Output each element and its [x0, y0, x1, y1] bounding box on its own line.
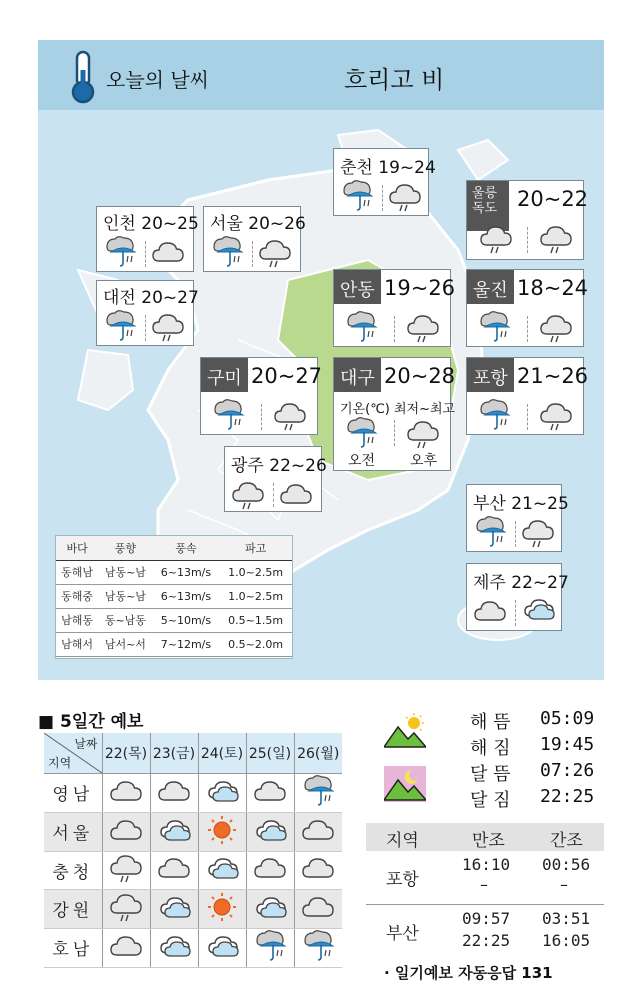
shower-icon: [273, 400, 307, 432]
sea-row: [56, 560, 292, 584]
shower-icon: [231, 479, 265, 511]
cloud-icon: [253, 853, 287, 883]
city-tag: 구미: [201, 358, 248, 392]
city-card-chuncheon: [333, 148, 436, 216]
rain-icon: [340, 179, 374, 213]
partly-cloudy-icon: [205, 853, 239, 883]
cloud-icon: [301, 815, 335, 845]
tide-table: [366, 823, 604, 959]
city-name: 부산: [473, 494, 506, 514]
tide-row-busan: [366, 905, 604, 959]
city-name: 인천: [103, 214, 136, 234]
sunset-time: 19:45: [540, 734, 595, 755]
city-card-seoul: [203, 206, 306, 272]
sea-header: 바다: [56, 536, 98, 560]
city-temp: 20~27: [141, 288, 199, 308]
shower-icon: [539, 223, 573, 255]
rain-icon: [301, 929, 335, 963]
rain-icon: [210, 235, 244, 269]
city-temp: 20~28: [384, 364, 456, 388]
rain-icon: [301, 774, 335, 808]
sea-cell: 동~남동: [98, 608, 152, 632]
corner-region-label: 지역: [48, 755, 72, 770]
day-header: 24(토): [198, 733, 246, 773]
partly-cloudy-icon: [253, 892, 287, 922]
shower-icon: [539, 312, 573, 344]
rain-icon: [344, 416, 378, 450]
sea-cell: 0.5~2.0m: [219, 632, 292, 656]
rain-icon: [253, 929, 287, 963]
city-card-andong: [333, 269, 456, 347]
sea-cell: 6~13m/s: [153, 560, 220, 584]
shower-icon: [109, 891, 143, 923]
partly-cloudy-icon: [253, 815, 287, 845]
city-card-gumi: [200, 357, 323, 435]
high-tide-2: –: [480, 875, 488, 894]
high-tide-1: 16:10: [462, 855, 511, 874]
shower-icon: [521, 517, 555, 549]
partly-cloudy-icon: [521, 594, 555, 624]
shower-icon: [388, 181, 422, 213]
temp-legend: 기온(℃) 최저~최고: [340, 402, 456, 417]
region-label: 호남: [44, 928, 102, 967]
cloud-icon: [253, 776, 287, 806]
region-label: 영남: [44, 773, 102, 812]
cloud-icon: [109, 776, 143, 806]
rain-icon: [211, 398, 245, 432]
city-name-bottom: 독도: [472, 201, 498, 216]
low-tide-2: –: [560, 875, 568, 894]
cloud-icon: [301, 892, 335, 922]
shower-icon: [151, 311, 185, 343]
city-temp: 22~27: [511, 573, 569, 593]
sea-row: [56, 584, 292, 608]
shower-icon: [539, 400, 573, 432]
thermometer-icon: [68, 50, 98, 104]
sea-cell: 5~10m/s: [153, 608, 220, 632]
city-temp: 21~25: [511, 494, 569, 514]
moonset-label: 달 짐: [470, 790, 511, 811]
pm-label: 오후: [410, 453, 438, 469]
city-tag: 울진: [467, 270, 514, 304]
city-temp: 19~26: [384, 276, 456, 300]
city-temp: 19~24: [378, 158, 436, 178]
city-name: 광주: [231, 456, 264, 476]
tide-header-high: 만조: [472, 831, 505, 851]
city-name: 춘천: [340, 158, 373, 178]
partly-cloudy-icon: [205, 776, 239, 806]
partly-cloudy-icon: [157, 892, 191, 922]
forecast-row: [44, 812, 342, 851]
sea-cell: 1.0~2.5m: [219, 560, 292, 584]
forecast-title: ■ 5일간 예보: [38, 712, 144, 732]
region-label: 충청: [44, 851, 102, 889]
city-name: 대전: [103, 288, 136, 308]
high-tide-2: 22:25: [462, 931, 511, 950]
city-tag: 대구: [334, 358, 381, 392]
shower-icon: [479, 223, 513, 255]
day-header: 26(월): [294, 733, 342, 773]
sea-row: [56, 632, 292, 656]
header-bar: [38, 40, 604, 110]
sunrise-time: 05:09: [540, 708, 595, 729]
city-card-busan: [466, 484, 569, 552]
sea-header: 풍향: [98, 536, 152, 560]
city-tag: 포항: [467, 358, 514, 392]
city-temp: 20~22: [517, 187, 589, 211]
day-header: 22(목): [102, 733, 150, 773]
forecast-row: [44, 773, 342, 812]
sea-header: 파고: [219, 536, 292, 560]
city-temp: 20~27: [251, 364, 323, 388]
sun-icon: [204, 813, 240, 847]
sea-cell: 6~13m/s: [153, 584, 220, 608]
am-label: 오전: [348, 453, 376, 469]
page-title: 오늘의 날씨: [106, 68, 209, 92]
low-tide-1: 03:51: [542, 909, 591, 928]
city-card-gwangju: [224, 446, 327, 512]
cloud-icon: [157, 776, 191, 806]
shower-icon: [406, 312, 440, 344]
sunset-label: 해 짐: [470, 738, 511, 759]
city-temp: 22~26: [269, 456, 327, 476]
cloud-icon: [473, 596, 507, 626]
city-card-ulleung: [466, 180, 589, 260]
rain-icon: [103, 309, 137, 343]
rain-icon: [473, 515, 507, 549]
sea-row: [56, 608, 292, 632]
city-temp: 20~26: [248, 214, 306, 234]
forecast-row: [44, 851, 342, 889]
sea-cell: 남동~남: [98, 560, 152, 584]
day-header: 25(일): [246, 733, 294, 773]
sea-cell: 동해남: [56, 560, 98, 584]
partly-cloudy-icon: [157, 931, 191, 961]
moonrise-label: 달 뜸: [470, 764, 511, 785]
sea-cell: 1.0~2.5m: [219, 584, 292, 608]
tide-region: 부산: [386, 924, 419, 944]
tide-row-pohang: [366, 851, 604, 905]
tide-region: 포항: [386, 870, 419, 890]
forecast-row: [44, 928, 342, 967]
sea-cell: 남해동: [56, 608, 98, 632]
sea-cell: 남해서: [56, 632, 98, 656]
region-label: 서울: [44, 812, 102, 851]
city-temp: 18~24: [517, 276, 589, 300]
cloud-icon: [301, 853, 335, 883]
moonrise-time: 07:26: [540, 760, 595, 781]
cloud-icon: [279, 479, 313, 509]
corner-header: [44, 733, 102, 773]
sunrise-icon: [384, 713, 426, 749]
partly-cloudy-icon: [205, 931, 239, 961]
low-tide-2: 16:05: [542, 931, 591, 950]
rain-icon: [344, 310, 378, 344]
city-card-jeju: [466, 563, 569, 631]
cloud-icon: [157, 853, 191, 883]
moonset-time: 22:25: [540, 786, 595, 807]
sun-icon: [204, 890, 240, 924]
city-name: 서울: [210, 214, 243, 234]
city-name-top: 울릉: [472, 186, 498, 201]
sea-cell: 남서~서: [98, 632, 152, 656]
region-label: 강원: [44, 889, 102, 928]
forecast-hotline-note: · 일기예보 자동응답 131: [384, 964, 553, 982]
city-card-daejeon: [96, 280, 199, 346]
city-card-daegu: [333, 357, 456, 471]
corner-date-label: 날짜: [74, 737, 98, 751]
city-card-uljin: [466, 269, 589, 347]
tide-header: [366, 823, 604, 851]
sea-header: 풍속: [153, 536, 220, 560]
day-header: 23(금): [150, 733, 198, 773]
five-day-forecast-table: [44, 733, 342, 968]
city-temp: 21~26: [517, 364, 589, 388]
shower-icon: [109, 852, 143, 884]
cloud-icon: [151, 237, 185, 267]
cloud-icon: [109, 815, 143, 845]
shower-icon: [258, 237, 292, 269]
city-tag: 안동: [334, 270, 381, 304]
tide-header-low: 간조: [550, 831, 583, 851]
rain-icon: [477, 310, 511, 344]
sea-cell: 동해중: [56, 584, 98, 608]
sea-cell: 0.5~1.5m: [219, 608, 292, 632]
city-temp: 20~25: [141, 214, 199, 234]
forecast-row: [44, 889, 342, 928]
city-card-pohang: [466, 357, 589, 435]
rain-icon: [103, 235, 137, 269]
sea-cell: 남동~남: [98, 584, 152, 608]
high-tide-1: 09:57: [462, 909, 511, 928]
moonrise-icon: [384, 766, 426, 802]
low-tide-1: 00:56: [542, 855, 591, 874]
sunrise-label: 해 뜸: [470, 712, 511, 733]
city-card-incheon: [96, 206, 199, 272]
sea-cell: 7~12m/s: [153, 632, 220, 656]
cloud-icon: [109, 931, 143, 961]
city-name: 제주: [473, 573, 506, 593]
shower-icon: [406, 418, 440, 450]
partly-cloudy-icon: [157, 815, 191, 845]
weather-condition: 흐리고 비: [344, 66, 445, 94]
rain-icon: [477, 398, 511, 432]
tide-header-region: 지역: [386, 831, 419, 851]
sea-conditions-table: [55, 535, 293, 659]
